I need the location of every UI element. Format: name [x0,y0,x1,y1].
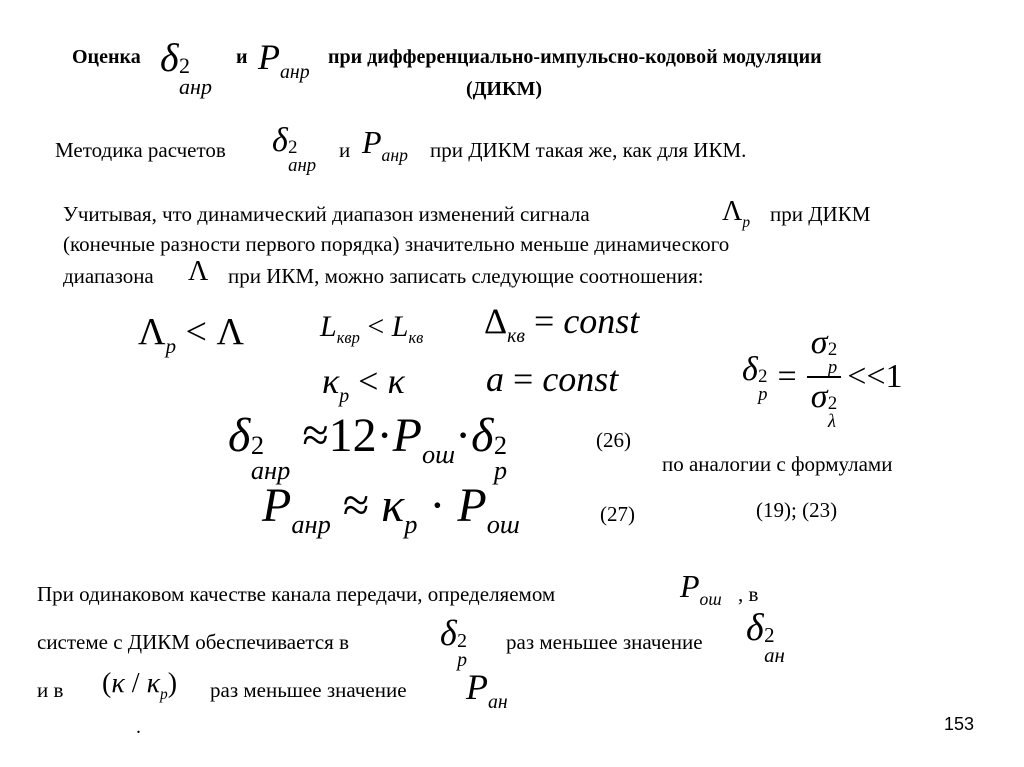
analogy-line2: (19); (23) [756,498,838,522]
title-line2: (ДИКМ) [466,78,543,100]
considering-line2: (конечные разности первого порядка) значительно меньше динамического [63,232,730,256]
conclusion-line1-end: , в [738,582,759,606]
conclusion-line3-mid: раз меньшее значение [210,678,407,702]
title-suffix: при дифференциально-импульсно-кодовой модуляции [328,46,822,68]
method-text-end: при ДИКМ такая же, как для ИКМ. [430,138,747,162]
relation-a: a = const [486,359,619,399]
analogy-line1: по аналогии с формулами [662,452,893,476]
considering-line3-start: диапазона [63,264,154,288]
equation-number-26: (26) [596,428,631,452]
equation-number-27: (27) [600,502,635,526]
conclusion-p-osh: $P_{ош}$ [680,568,722,609]
method-text-start: Методика расчетов [55,138,226,162]
lambda-symbol: Λ [188,256,209,287]
page-number: 153 [944,714,975,734]
title-and: и [236,46,248,68]
relation-lambda: $\Lambda_p < \Lambda$ [138,311,245,359]
conclusion-line2-mid: раз меньшее значение [506,630,703,654]
stray-dot: . [136,716,141,738]
title-prefix: Оценка [72,46,141,68]
considering-line1-start: Учитывая, что динамический диапазон изменений сигнала [63,202,590,226]
conclusion-line2-start: системе с ДИКМ обеспечивается в [37,630,349,654]
conclusion-line1-start: При одинаковом качестве канала передачи, определяемом [37,582,556,606]
sigma-fraction: σ 2 p σ 2 λ [807,324,841,431]
method-delta-anr-sq: δ 2 анр [272,122,317,176]
considering-line3-end: при ИКМ, можно записать следующие соотношения: [228,264,704,288]
method-and: и [339,138,351,162]
formula-26: δ 2 анр $\approx 12\cdot P_{ош}\cdot\delta$ 2 p [228,409,508,485]
relation-delta-p-sigma: δ 2 p = σ 2 p σ 2 λ << 1 [742,324,903,433]
method-p-anr: $P_{анр}$ [362,124,408,165]
lambda-p-symbol: $\Lambda_p$ [722,196,751,231]
conclusion-p-an: $P_{ан}$ [466,667,508,713]
formula-27: $P_{анр} \approx \kappa_p \cdot P_{ош}$ [262,479,520,539]
conclusion-delta-p-sq: δ 2 p [440,613,468,671]
conclusion-line3-start: и в [37,678,64,702]
relation-l-kv: $L_{квр} < L_{кв}$ [320,310,424,348]
conclusion-kappa-ratio: $(\kappa / \kappa_p)$ [102,668,178,703]
title-delta-anr-sq: δ 2 анр [160,35,212,100]
conclusion-delta-an-sq: δ 2 ан [746,607,785,667]
considering-line1-end: при ДИКМ [770,202,871,226]
relation-kappa: $\kappa_p < \kappa$ [322,361,405,407]
title-p-anr: $P_{анр}$ [258,37,310,83]
relation-delta-kv: $\Delta_{кв}$ = const [484,301,640,347]
